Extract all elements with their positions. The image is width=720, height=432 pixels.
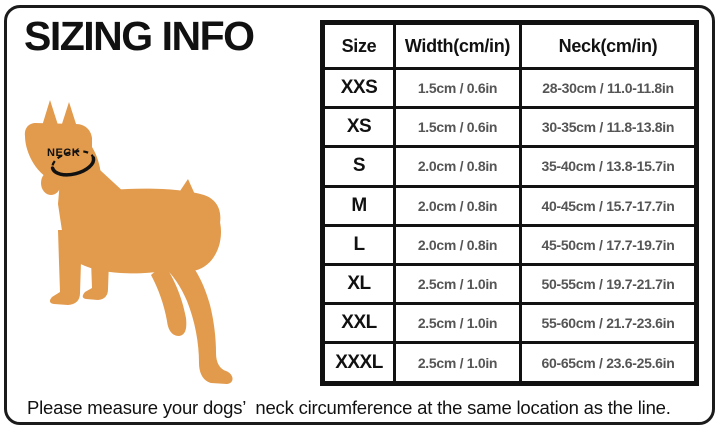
- width-value: 1.5cm / 0.6in: [395, 69, 521, 108]
- neck-value: 55-60cm / 21.7-23.6in: [521, 304, 697, 343]
- neck-label: NECK: [47, 147, 81, 159]
- neck-value: 50-55cm / 19.7-21.7in: [521, 264, 697, 303]
- table-row: [323, 304, 697, 343]
- size-value: XXXL: [323, 343, 395, 384]
- sizing-table: [320, 20, 699, 386]
- width-value: 2.0cm / 0.8in: [395, 225, 521, 264]
- neck-value: 28-30cm / 11.0-11.8in: [521, 69, 697, 108]
- neck-value: 30-35cm / 11.8-13.8in: [521, 108, 697, 147]
- table-row: [323, 108, 697, 147]
- table-row: [323, 186, 697, 225]
- measure-instruction-caption: Please measure your dogs’ neck circumference at the same location as the line.: [27, 397, 671, 418]
- neck-value: 60-65cm / 23.6-25.6in: [521, 343, 697, 384]
- dog-ear-icon: [61, 102, 77, 127]
- size-value: L: [323, 225, 395, 264]
- size-value: S: [323, 147, 395, 186]
- header-size: Size: [323, 23, 395, 69]
- table-row: [323, 264, 697, 303]
- table-header-row: [323, 23, 697, 69]
- header-neck: Neck(cm/in): [521, 23, 697, 69]
- header-width: Width(cm/in): [395, 23, 521, 69]
- width-value: 2.5cm / 1.0in: [395, 304, 521, 343]
- neck-value: 40-45cm / 15.7-17.7in: [521, 186, 697, 225]
- dog-silhouette-icon: [14, 92, 270, 404]
- size-value: XS: [323, 108, 395, 147]
- table-row: [323, 225, 697, 264]
- neck-value: 35-40cm / 13.8-15.7in: [521, 147, 697, 186]
- table-row: [323, 147, 697, 186]
- size-value: M: [323, 186, 395, 225]
- size-value: XXL: [323, 304, 395, 343]
- width-value: 2.0cm / 0.8in: [395, 147, 521, 186]
- neck-value: 45-50cm / 17.7-19.7in: [521, 225, 697, 264]
- dog-diagram: [14, 92, 270, 404]
- width-value: 2.5cm / 1.0in: [395, 264, 521, 303]
- width-value: 2.0cm / 0.8in: [395, 186, 521, 225]
- table-row: [323, 69, 697, 108]
- size-value: XXS: [323, 69, 395, 108]
- page-title: SIZING INFO: [24, 13, 254, 59]
- size-value: XL: [323, 264, 395, 303]
- width-value: 1.5cm / 0.6in: [395, 108, 521, 147]
- width-value: 2.5cm / 1.0in: [395, 343, 521, 384]
- table-row: [323, 343, 697, 384]
- dog-body-shape: [25, 100, 233, 384]
- dog-ear-icon: [42, 100, 58, 126]
